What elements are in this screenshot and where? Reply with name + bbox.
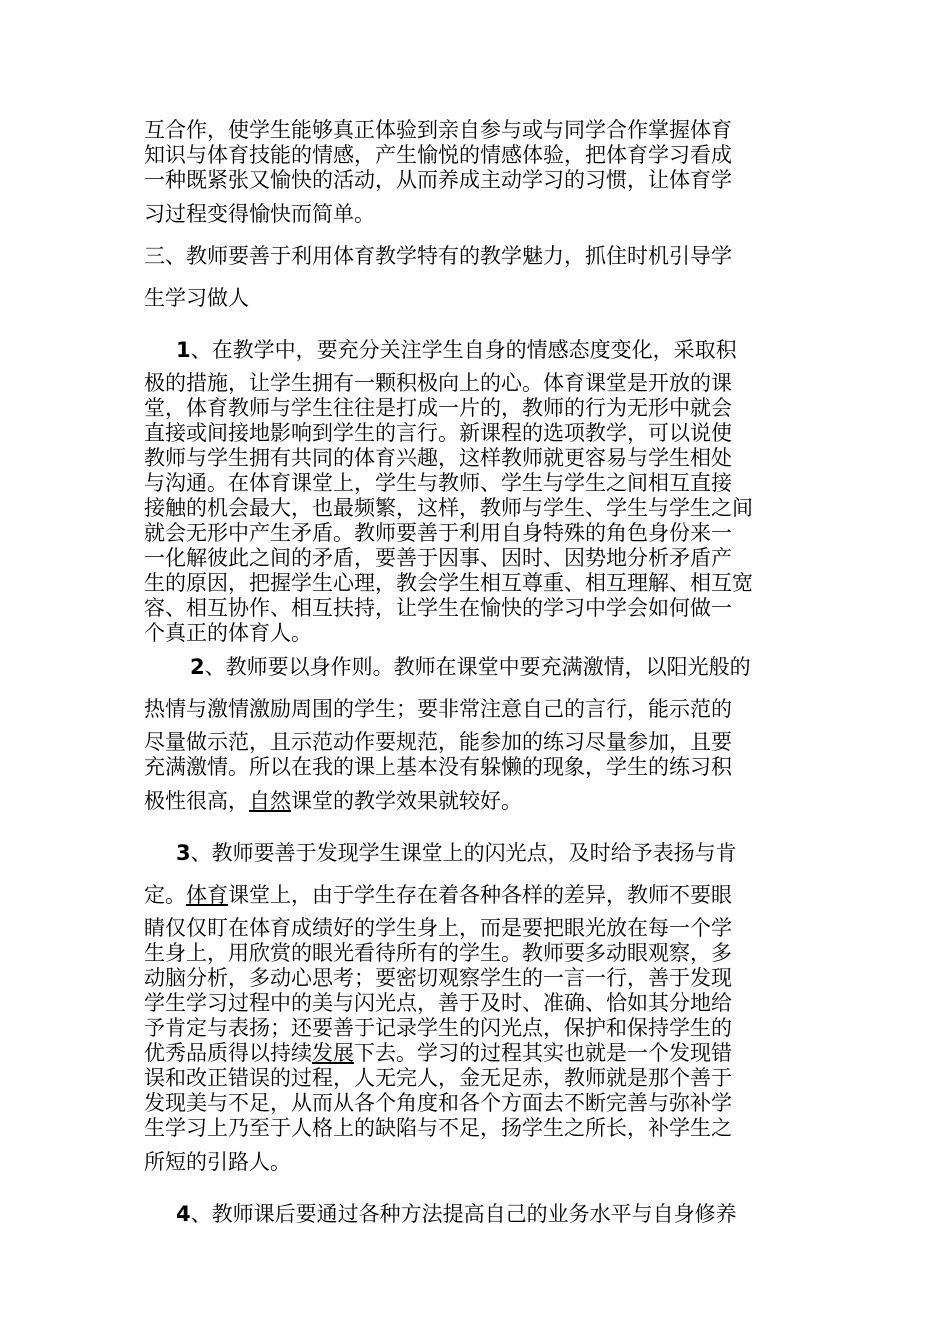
text-line: 习过程变得愉快而简单。 (144, 202, 375, 226)
item-number: 2 (190, 655, 205, 679)
text-line: 一化解彼此之间的矛盾，要善于因事、因时、因势地分析矛盾产 (144, 546, 732, 570)
item-first-line (144, 646, 816, 688)
text-line: 知识与体育技能的情感，产生愉悦的情感体验，把体育学习看成 (144, 143, 732, 167)
list-item-3 (144, 832, 816, 1183)
text-line: 所短的引路人。 (144, 1150, 291, 1174)
text-line: 生学习上乃至于人格上的缺陷与不足，扬学生之所长，补学生之 (144, 1116, 732, 1140)
text-line: 学生学习过程中的美与闪光点，善于及时、准确、恰如其分地给 (144, 991, 732, 1015)
text-line: 充满激情。所以在我的课上基本没有躲懒的现象，学生的练习积 (144, 755, 732, 779)
text-line (144, 780, 816, 822)
link-ziran[interactable]: 自然 (249, 789, 291, 813)
text-line: 一种既紧张又愉快的活动，从而养成主动学习的习惯，让体育学 (144, 168, 732, 192)
text-segment: 定。 (144, 883, 186, 907)
text-line: 互合作，使学生能够真正体验到亲自参与或与同学合作掌握体育 (144, 118, 732, 142)
list-item-4 (144, 1193, 816, 1235)
text-line: 生的原因，把握学生心理，教会学生相互尊重、相互理解、相互宽 (144, 571, 753, 595)
text-segment: 优秀品质得以持续 (144, 1041, 312, 1065)
item-text: 、教师要善于发现学生课堂上的闪光点，及时给予表扬与肯 (190, 841, 737, 865)
item-number: 4 (176, 1202, 191, 1226)
text-line: 动脑分析，多动心思考；要密切观察学生的一言一行，善于发现 (144, 966, 732, 990)
text-line: 睛仅仅盯在体育成绩好的学生身上，而是要把眼光放在每一个学 (144, 916, 732, 940)
item-number: 3 (176, 841, 191, 865)
text-segment: 课堂的教学效果就较好。 (291, 789, 522, 813)
list-item-1 (144, 329, 816, 646)
item-text: 、教师课后要通过各种方法提高自己的业务水平与自身修养 (190, 1202, 737, 1226)
text-segment: 课堂上，由于学生存在着各种各样的差异，教师不要眼 (228, 883, 732, 907)
text-line: 接触的机会最大，也最频繁，这样，教师与学生、学生与学生之间 (144, 496, 753, 520)
text-line: 予肯定与表扬；还要善于记录学生的闪光点，保护和保持学生的 (144, 1016, 732, 1040)
section-heading-3 (144, 235, 816, 319)
item-first-line (144, 832, 816, 874)
item-first-line (144, 1193, 816, 1235)
item-number: 1 (176, 338, 191, 362)
text-line: 热情与激情激励周围的学生；要非常注意自己的言行，能示范的 (144, 697, 732, 721)
text-segment: 极性很高， (144, 789, 249, 813)
text-line (144, 1041, 816, 1066)
text-line: 生身上，用欣赏的眼光看待所有的学生。教师要多动眼观察，多 (144, 941, 732, 965)
text-line: 堂，体育教师与学生往往是打成一片的，教师的行为无形中就会 (144, 396, 732, 420)
link-tiyu[interactable]: 体育 (186, 883, 228, 907)
text-line: 就会无形中产生矛盾。教师要善于利用自身特殊的角色身份来一 (144, 521, 732, 545)
heading-line: 三、教师要善于利用体育教学特有的教学魅力，抓住时机引导学 (144, 244, 732, 268)
item-text: 、在教学中，要充分关注学生自身的情感态度变化，采取积 (190, 338, 737, 362)
text-line: 误和改正错误的过程，人无完人，金无足赤，教师就是那个善于 (144, 1066, 732, 1090)
text-line: 发现美与不足，从而从各个角度和各个方面去不断完善与弥补学 (144, 1091, 732, 1115)
text-line (144, 874, 816, 916)
text-line: 尽量做示范，且示范动作要规范，能参加的练习尽量参加，且要 (144, 730, 732, 754)
text-line: 直接或间接地影响到学生的言行。新课程的选项教学，可以说使 (144, 421, 732, 445)
link-fazhan[interactable]: 发展 (312, 1041, 354, 1065)
heading-line: 生学习做人 (144, 286, 249, 310)
item-text: 、教师要以身作则。教师在课堂中要充满激情，以阳光般的 (204, 655, 751, 679)
paragraph-continuation (144, 118, 816, 235)
list-item-2 (144, 646, 816, 822)
text-line: 极的措施，让学生拥有一颗积极向上的心。体育课堂是开放的课 (144, 371, 732, 395)
item-first-line (144, 329, 816, 371)
document-page (144, 118, 816, 1235)
text-segment: 下去。学习的过程其实也就是一个发现错 (354, 1041, 732, 1065)
text-line: 与沟通。在体育课堂上，学生与教师、学生与学生之间相互直接 (144, 471, 732, 495)
text-line: 容、相互协作、相互扶持，让学生在愉快的学习中学会如何做一 (144, 596, 732, 620)
text-line: 教师与学生拥有共同的体育兴趣，这样教师就更容易与学生相处 (144, 446, 732, 470)
text-line: 个真正的体育人。 (144, 621, 312, 645)
